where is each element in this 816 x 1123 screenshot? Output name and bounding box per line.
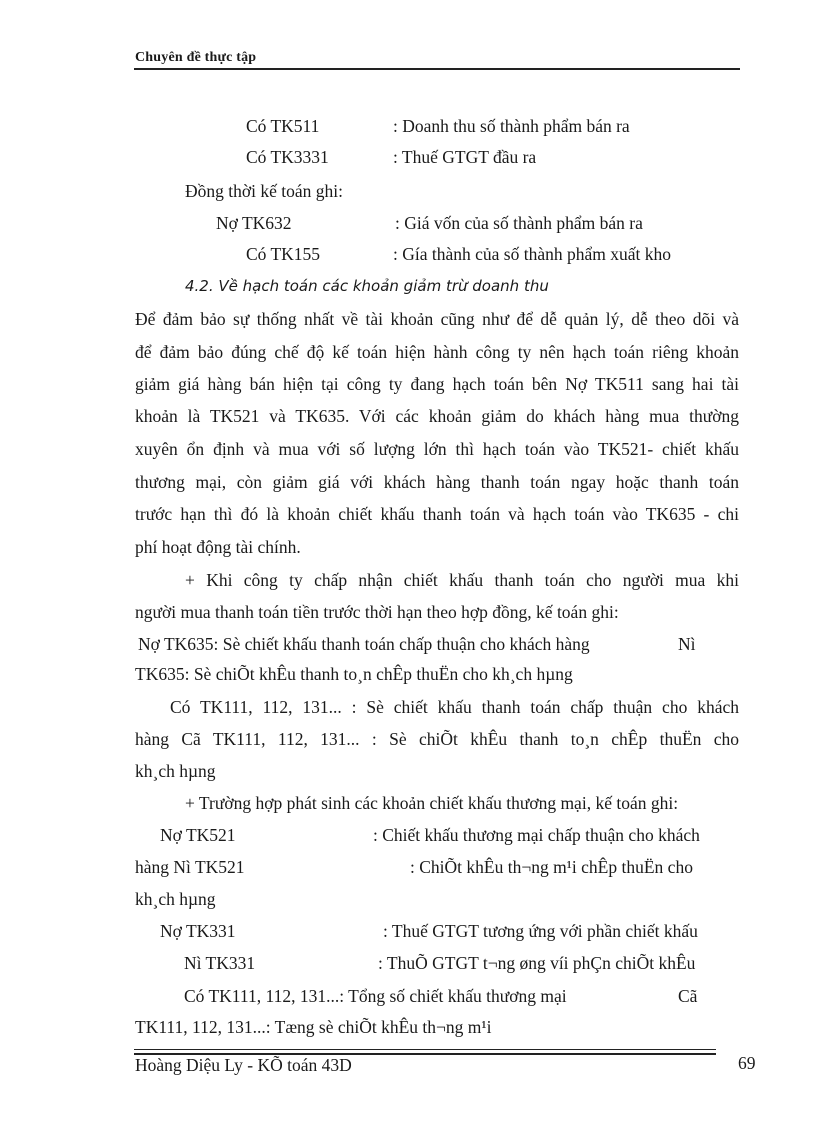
entry-desc: : Doanh thu số thành phẩm bán ra	[393, 116, 630, 136]
entry-acct: Có TK155	[246, 244, 321, 264]
entry-acct: Nợ TK331	[160, 921, 236, 941]
paragraph-line: + Khi công ty chấp nhận chiết khấu thanh toán cho người mua khi	[185, 570, 739, 590]
entry-line-tail: Cã	[678, 986, 698, 1006]
paragraph-line: người mua thanh toán tiền trước thời hạn theo hợp đồng, kế toán ghi:	[135, 602, 619, 622]
entry-acct: hàng Nì TK521	[135, 857, 245, 877]
simultaneous-label: Đồng thời kế toán ghi:	[185, 181, 343, 201]
entry-line: Có TK111, 112, 131...: Tổng số chiết khấu thương mại	[184, 986, 567, 1006]
entry-line: Nợ TK635: Sè chiết khấu thanh toán chấp thuận cho khách hàng	[138, 634, 590, 654]
entry-desc: : ThuÕ GTGT t¬ng øng víi phÇn chiÕt khÊu	[378, 953, 696, 973]
paragraph-line: + Trường hợp phát sinh các khoản chiết khấu thương mại, kế toán ghi:	[185, 793, 679, 813]
entry-line: TK111, 112, 131...: Tæng sè chiÕt khÊu th¬ng m¹i	[135, 1017, 492, 1037]
paragraph-line: phí hoạt động tài chính.	[135, 537, 301, 557]
entry-desc: : ChiÕt khÊu th¬ng m¹i chÊp thuËn cho	[410, 857, 693, 877]
header-divider	[134, 68, 740, 70]
entry-line: kh¸ch hµng	[135, 889, 216, 909]
paragraph-line: giảm giá hàng bán hiện tại công ty đang hạch toán bên Nợ TK511 sang hai tài	[135, 374, 739, 394]
footer-author: Hoàng Diệu Ly - KÕ toán 43D	[135, 1055, 352, 1075]
entry-line: kh¸ch hµng	[135, 761, 216, 781]
entry-desc: : Thuế GTGT tương ứng với phần chiết khấu	[383, 921, 698, 941]
paragraph-line: xuyên ổn định và mua với số lượng lớn thì hạch toán vào TK521- chiết khấu	[135, 439, 739, 459]
entry-desc: : Gía thành của số thành phẩm xuất kho	[393, 244, 671, 264]
entry-desc: : Chiết khấu thương mại chấp thuận cho khách	[373, 825, 700, 845]
entry-acct: Nợ TK632	[216, 213, 292, 233]
entry-line: hàng Cã TK111, 112, 131... : Sè chiÕt khÊu thanh to¸n chÊp thuËn cho	[135, 729, 739, 749]
entry-acct: Có TK511	[246, 116, 320, 136]
section-heading: 4.2. Về hạch toán các khoản giảm trừ doanh thu	[185, 277, 549, 295]
entry-desc: : Giá vốn của số thành phẩm bán ra	[395, 213, 643, 233]
paragraph-line: khoản là TK521 và TK635. Với các khoản giảm do khách hàng mua thường	[135, 406, 739, 426]
entry-acct: Có TK3331	[246, 147, 329, 167]
entry-line: Có TK111, 112, 131... : Sè chiết khấu thanh toán chấp thuận cho khách	[170, 697, 739, 717]
page-number: 69	[738, 1053, 756, 1073]
page-header-title: Chuyên đề thực tập	[135, 50, 257, 65]
entry-line: TK635: Sè chiÕt khÊu thanh to¸n chÊp thuËn cho kh¸ch hµng	[135, 664, 573, 684]
entry-acct: Nì TK331	[184, 953, 256, 973]
footer-divider	[134, 1049, 716, 1050]
entry-desc: : Thuế GTGT đầu ra	[393, 147, 537, 167]
entry-line-tail: Nì	[678, 634, 696, 654]
paragraph-line: thương mại, còn giảm giá với khách hàng thanh toán ngay hoặc thanh toán	[135, 472, 739, 492]
entry-acct: Nợ TK521	[160, 825, 236, 845]
paragraph-line: trước hạn thì đó là khoản chiết khấu thanh toán và hạch toán vào TK635 - chi	[135, 504, 739, 524]
paragraph-line: Để đảm bảo sự thống nhất về tài khoản cũng như để dễ quản lý, dễ theo dõi và	[135, 309, 739, 329]
paragraph-line: để đảm bảo đúng chế độ kế toán hiện hành công ty nên hạch toán riêng khoản	[135, 342, 739, 362]
